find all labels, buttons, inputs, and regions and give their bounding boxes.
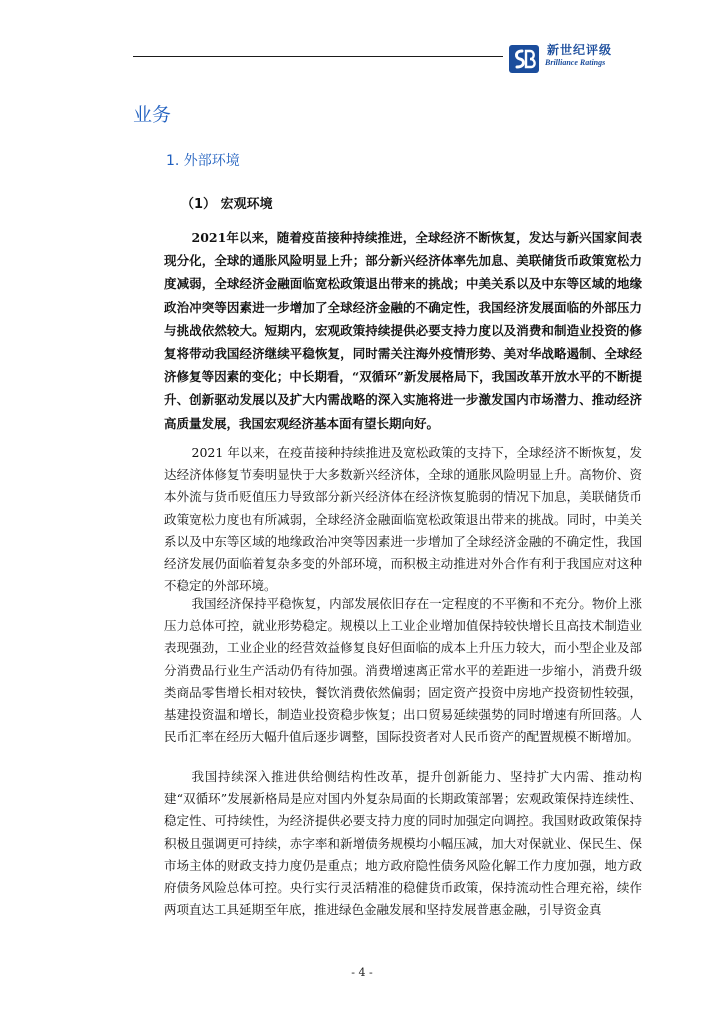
- page-number: - 4 -: [351, 966, 373, 979]
- subsubsection-title: （1） 宏观环境: [181, 197, 273, 212]
- section-title: 业务: [133, 104, 172, 126]
- header-rule: [133, 56, 503, 57]
- brilliance-logo-icon: [509, 45, 539, 73]
- body-paragraph-policy: 我国持续深入推进供给侧结构性改革，提升创新能力、坚持扩大内需、推动构建“双循环”发展新格局是应对国内外复杂局面的长期政策部署；宏观政策保持连续性、稳定性、可持续性，为经济提供必要支持力度的同时加强定向调控。我国财政政策保持积极且强调更可持续，赤字率和新增债务规模均小幅压减，加大对保就业、保民生、保市场主体的财政支持力度仍是重点；地方政府隐性债务风险化解工作力度加强，地方政府债务风险总体可控。央行实行灵活精准的稳健货币政策，保持流动性合理充裕，续作两项直达工具延期至年底，推进绿色金融发展和坚持发展普惠金融，引导资金真: [164, 769, 642, 918]
- summary-paragraph: 2021年以来，随着疫苗接种持续推进，全球经济不断恢复，发达与新兴国家间表现分化，全球的通胀风险明显上升；部分新兴经济体率先加息、美联储货币政策宽松力度减弱，全球经济金融面临宽松政策退出带来的挑战；中美关系以及中东等区域的地缘政治冲突等因素进一步增加了全球经济金融的不确定性，我国经济发展面临的外部压力与挑战依然较大。短期内，宏观政策持续提供必要支持力度以及消费和制造业投资的修复将带动我国经济继续平稳恢复，同时需关注海外疫情形势、美对华战略遏制、全球经济修复等因素的变化；中长期看，“双循环”新发展格局下，我国改革开放水平的不断提升、创新驱动发展以及扩大内需战略的深入实施将进一步激发国内市场潜力、推动经济高质量发展，我国宏观经济基本面有望长期向好。: [164, 230, 642, 431]
- body-paragraph-global-economy: 2021 年以来，在疫苗接种持续推进及宽松政策的支持下，全球经济不断恢复，发达经济体修复节奏明显快于大多数新兴经济体，全球的通胀风险明显上升。高物价、资本外流与货币贬值压力导致部分新兴经济体在经济恢复脆弱的情况下加息，美联储货币政策宽松力度也有所减弱，全球经济金融面临宽松政策退出带来的挑战。同时，中美关系以及中东等区域的地缘政治冲突等因素进一步增加了全球经济金融的不确定性，我国经济发展仍面临着复杂多变的外部环境，而积极主动推进对外合作有利于我国应对这种不稳定的外部环境。: [164, 445, 642, 594]
- logo-chinese-name: 新世纪评级: [547, 43, 613, 57]
- logo-english-name: Brilliance Ratings: [545, 58, 606, 67]
- body-paragraph-domestic-economy: 我国经济保持平稳恢复，内部发展依旧存在一定程度的不平衡和不充分。物价上涨压力总体可控，就业形势稳定。规模以上工业企业增加值保持较快增长且高技术制造业表现强劲，工业企业的经营效益修复良好但面临的成本上升压力较大，而小型企业及部分消费品行业生产活动仍有待加强。消费增速离正常水平的差距进一步缩小，消费升级类商品零售增长相对较快，餐饮消费依然偏弱；固定资产投资中房地产投资韧性较强，基建投资温和增长，制造业投资稳步恢复；出口贸易延续强势的同时增速有所回落。人民币汇率在经历大幅升值后逐步调整，国际投资者对人民币资产的配置规模不断增加。: [164, 596, 642, 745]
- subsection-title: 1. 外部环境: [166, 153, 240, 169]
